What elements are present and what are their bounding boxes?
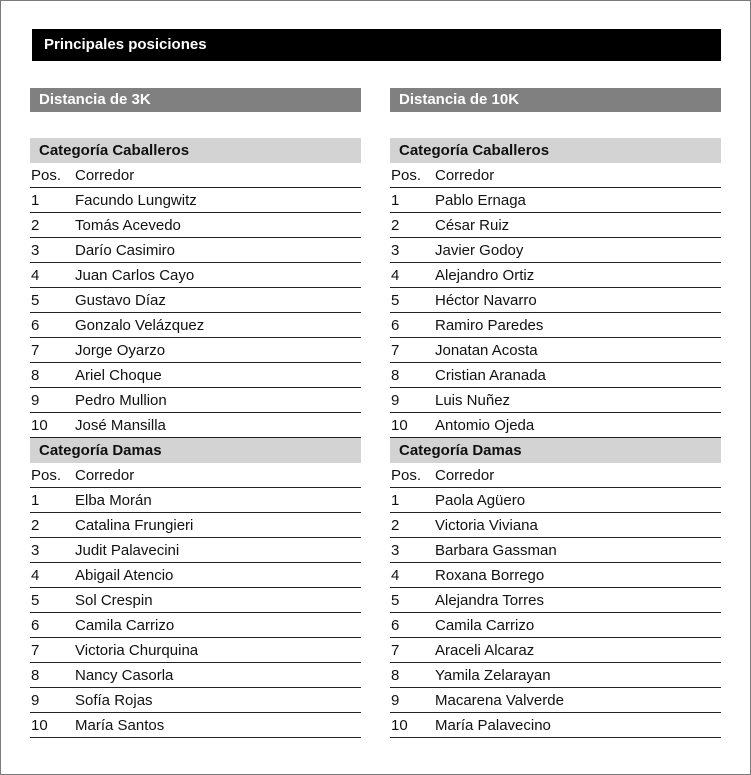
runner-name: Ramiro Paredes	[435, 317, 544, 334]
runner-name: Macarena Valverde	[435, 692, 564, 709]
position: 3	[31, 242, 40, 259]
runner-header: Corredor	[435, 167, 495, 184]
table-row	[390, 363, 721, 388]
table-row	[390, 413, 721, 438]
pos-header: Pos.	[391, 467, 422, 484]
position: 10	[31, 717, 48, 734]
runner-name: Luis Nuñez	[435, 392, 511, 409]
column-header-row	[390, 463, 721, 488]
runner-name: Ariel Choque	[75, 367, 162, 384]
position: 1	[31, 192, 40, 209]
runner-name: Gonzalo Velázquez	[75, 317, 205, 334]
table-row	[30, 363, 361, 388]
position: 5	[391, 292, 400, 309]
table-row	[30, 713, 361, 738]
table-row	[30, 313, 361, 338]
category-block	[390, 438, 721, 738]
distance-10k-column	[390, 88, 721, 738]
runner-name: Paola Agüero	[435, 492, 526, 509]
table-row	[390, 263, 721, 288]
column-header-row	[390, 163, 721, 188]
table-row	[390, 588, 721, 613]
position: 6	[31, 317, 40, 334]
position: 7	[391, 342, 400, 359]
table-row	[390, 663, 721, 688]
position: 10	[391, 417, 408, 434]
position: 10	[31, 417, 48, 434]
position: 2	[391, 217, 400, 234]
table-row	[390, 613, 721, 638]
runner-header: Corredor	[435, 467, 495, 484]
runner-name: Darío Casimiro	[75, 242, 176, 259]
position: 8	[31, 667, 40, 684]
position: 3	[391, 542, 400, 559]
table-row	[390, 513, 721, 538]
runner-name: Judit Palavecini	[75, 542, 180, 559]
runner-name: Sofía Rojas	[75, 692, 153, 709]
pos-header: Pos.	[31, 467, 62, 484]
position: 3	[31, 542, 40, 559]
position: 9	[31, 392, 40, 409]
table-row	[30, 663, 361, 688]
table-row	[390, 313, 721, 338]
table-row	[30, 263, 361, 288]
runner-name: Facundo Lungwitz	[75, 192, 197, 209]
table-row	[30, 213, 361, 238]
category-block	[390, 138, 721, 438]
category-heading: Categoría Caballeros	[390, 138, 721, 163]
position: 9	[391, 392, 400, 409]
runner-name: Jorge Oyarzo	[75, 342, 166, 359]
runner-name: Pablo Ernaga	[435, 192, 526, 209]
runner-name: José Mansilla	[75, 417, 166, 434]
distance-3k-column	[30, 88, 361, 738]
runner-name: Catalina Frungieri	[75, 517, 194, 534]
table-row	[390, 538, 721, 563]
position: 7	[391, 642, 400, 659]
table-row	[390, 688, 721, 713]
runner-name: Gustavo Díaz	[75, 292, 166, 309]
category-block	[30, 438, 361, 738]
runner-name: Alejandro Ortiz	[435, 267, 535, 284]
column-header-row	[30, 463, 361, 488]
position: 6	[31, 617, 40, 634]
runner-name: Abigail Atencio	[75, 567, 174, 584]
runner-name: Victoria Viviana	[435, 517, 538, 534]
runner-name: María Santos	[75, 717, 165, 734]
column-header-row	[30, 163, 361, 188]
runner-name: Yamila Zelarayan	[435, 667, 551, 684]
runner-name: Camila Carrizo	[75, 617, 175, 634]
position: 8	[31, 367, 40, 384]
position: 9	[391, 692, 400, 709]
table-row	[30, 513, 361, 538]
runner-name: Juan Carlos Cayo	[75, 267, 195, 284]
table-row	[30, 338, 361, 363]
table-row	[30, 288, 361, 313]
distance-heading: Distancia de 10K	[390, 88, 721, 112]
table-row	[390, 213, 721, 238]
runner-name: Javier Godoy	[435, 242, 524, 259]
position: 2	[31, 517, 40, 534]
table-row	[390, 188, 721, 213]
category-heading: Categoría Damas	[30, 438, 361, 463]
runner-name: Héctor Navarro	[435, 292, 537, 309]
runner-name: María Palavecino	[435, 717, 551, 734]
table-row	[390, 638, 721, 663]
category-block	[30, 138, 361, 438]
table-row	[30, 488, 361, 513]
position: 5	[31, 592, 40, 609]
table-row	[30, 538, 361, 563]
position: 2	[391, 517, 400, 534]
runner-header: Corredor	[75, 467, 135, 484]
table-row	[30, 188, 361, 213]
position: 10	[391, 717, 408, 734]
position: 8	[391, 367, 400, 384]
position: 1	[391, 492, 400, 509]
table-row	[30, 413, 361, 438]
runner-name: Elba Morán	[75, 492, 152, 509]
position: 4	[31, 267, 40, 284]
position: 8	[391, 667, 400, 684]
distance-heading: Distancia de 3K	[30, 88, 361, 112]
position: 2	[31, 217, 40, 234]
runner-name: Barbara Gassman	[435, 542, 557, 559]
runner-name: Nancy Casorla	[75, 667, 174, 684]
position: 1	[391, 192, 400, 209]
runner-name: Pedro Mullion	[75, 392, 167, 409]
position: 3	[391, 242, 400, 259]
table-row	[30, 638, 361, 663]
runner-name: Camila Carrizo	[435, 617, 535, 634]
table-row	[30, 613, 361, 638]
table-row	[30, 388, 361, 413]
runner-name: Roxana Borrego	[435, 567, 545, 584]
position: 1	[31, 492, 40, 509]
pos-header: Pos.	[31, 167, 62, 184]
runner-name: Jonatan Acosta	[435, 342, 538, 359]
position: 7	[31, 342, 40, 359]
runner-name: César Ruiz	[435, 217, 510, 234]
table-row	[390, 563, 721, 588]
pos-header: Pos.	[391, 167, 422, 184]
table-row	[30, 688, 361, 713]
position: 5	[31, 292, 40, 309]
position: 6	[391, 317, 400, 334]
runner-name: Araceli Alcaraz	[435, 642, 535, 659]
runner-name: Cristian Aranada	[435, 367, 546, 384]
runner-name: Sol Crespin	[75, 592, 153, 609]
table-row	[390, 488, 721, 513]
position: 6	[391, 617, 400, 634]
runner-name: Alejandra Torres	[435, 592, 544, 609]
table-row	[390, 238, 721, 263]
table-row	[390, 388, 721, 413]
runner-header: Corredor	[75, 167, 135, 184]
position: 4	[391, 267, 400, 284]
position: 4	[391, 567, 400, 584]
position: 7	[31, 642, 40, 659]
category-heading: Categoría Damas	[390, 438, 721, 463]
table-row	[390, 713, 721, 738]
table-row	[390, 338, 721, 363]
table-row	[30, 238, 361, 263]
table-row	[30, 588, 361, 613]
position: 5	[391, 592, 400, 609]
runner-name: Antomio Ojeda	[435, 417, 535, 434]
position: 9	[31, 692, 40, 709]
runner-name: Tomás Acevedo	[75, 217, 181, 234]
table-row	[390, 288, 721, 313]
page-title: Principales posiciones	[32, 29, 721, 61]
table-row	[30, 563, 361, 588]
position: 4	[31, 567, 40, 584]
runner-name: Victoria Churquina	[75, 642, 199, 659]
category-heading: Categoría Caballeros	[30, 138, 361, 163]
